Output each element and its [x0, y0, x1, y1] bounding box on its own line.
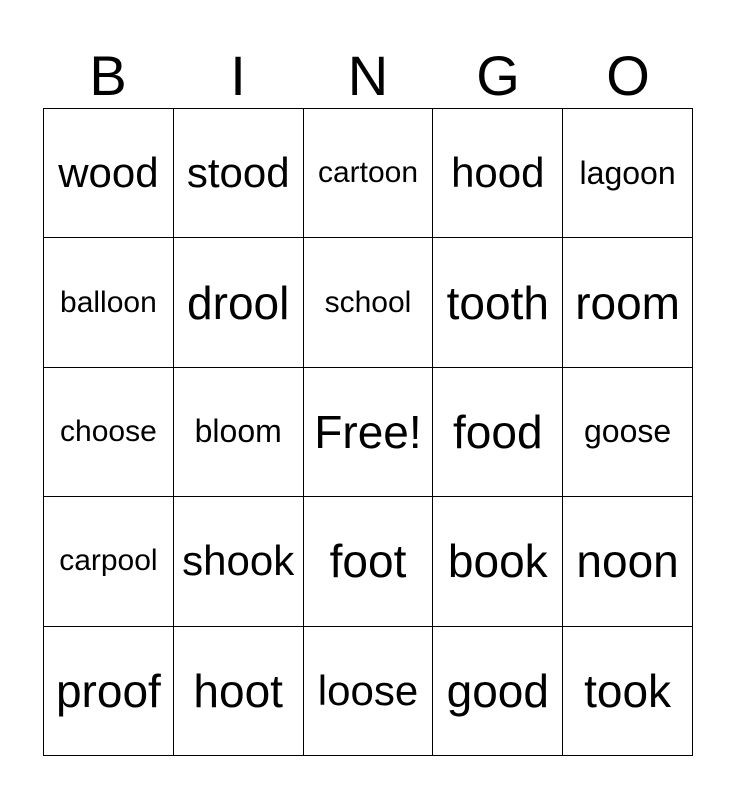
bingo-cell[interactable]: bloom — [174, 368, 304, 497]
bingo-header — [43, 44, 693, 108]
bingo-cell[interactable]: stood — [174, 109, 304, 238]
bingo-cell[interactable]: drool — [174, 238, 304, 367]
header-letter-o: O — [606, 44, 650, 107]
bingo-cell[interactable]: hoot — [174, 627, 304, 756]
bingo-cell[interactable]: tooth — [433, 238, 563, 367]
bingo-cell[interactable]: noon — [563, 497, 693, 626]
bingo-cell[interactable]: loose — [304, 627, 434, 756]
free-space-cell[interactable]: Free! — [304, 368, 434, 497]
bingo-cell[interactable]: wood — [44, 109, 174, 238]
bingo-cell[interactable]: choose — [44, 368, 174, 497]
bingo-cell[interactable]: book — [433, 497, 563, 626]
bingo-cell[interactable]: proof — [44, 627, 174, 756]
bingo-cell[interactable]: carpool — [44, 497, 174, 626]
header-letter-g: G — [476, 44, 520, 107]
bingo-cell[interactable]: lagoon — [563, 109, 693, 238]
header-letter-n: N — [347, 44, 389, 107]
bingo-cell[interactable]: hood — [433, 109, 563, 238]
bingo-cell[interactable]: good — [433, 627, 563, 756]
bingo-cell[interactable]: took — [563, 627, 693, 756]
header-letter-i: I — [230, 44, 246, 107]
header-letter-b: B — [89, 44, 127, 107]
bingo-cell[interactable]: cartoon — [304, 109, 434, 238]
bingo-cell[interactable]: balloon — [44, 238, 174, 367]
bingo-board — [43, 108, 693, 756]
bingo-cell[interactable]: room — [563, 238, 693, 367]
bingo-cell[interactable]: food — [433, 368, 563, 497]
bingo-cell[interactable]: foot — [304, 497, 434, 626]
bingo-cell[interactable]: school — [304, 238, 434, 367]
bingo-cell[interactable]: shook — [174, 497, 304, 626]
bingo-cell[interactable]: goose — [563, 368, 693, 497]
